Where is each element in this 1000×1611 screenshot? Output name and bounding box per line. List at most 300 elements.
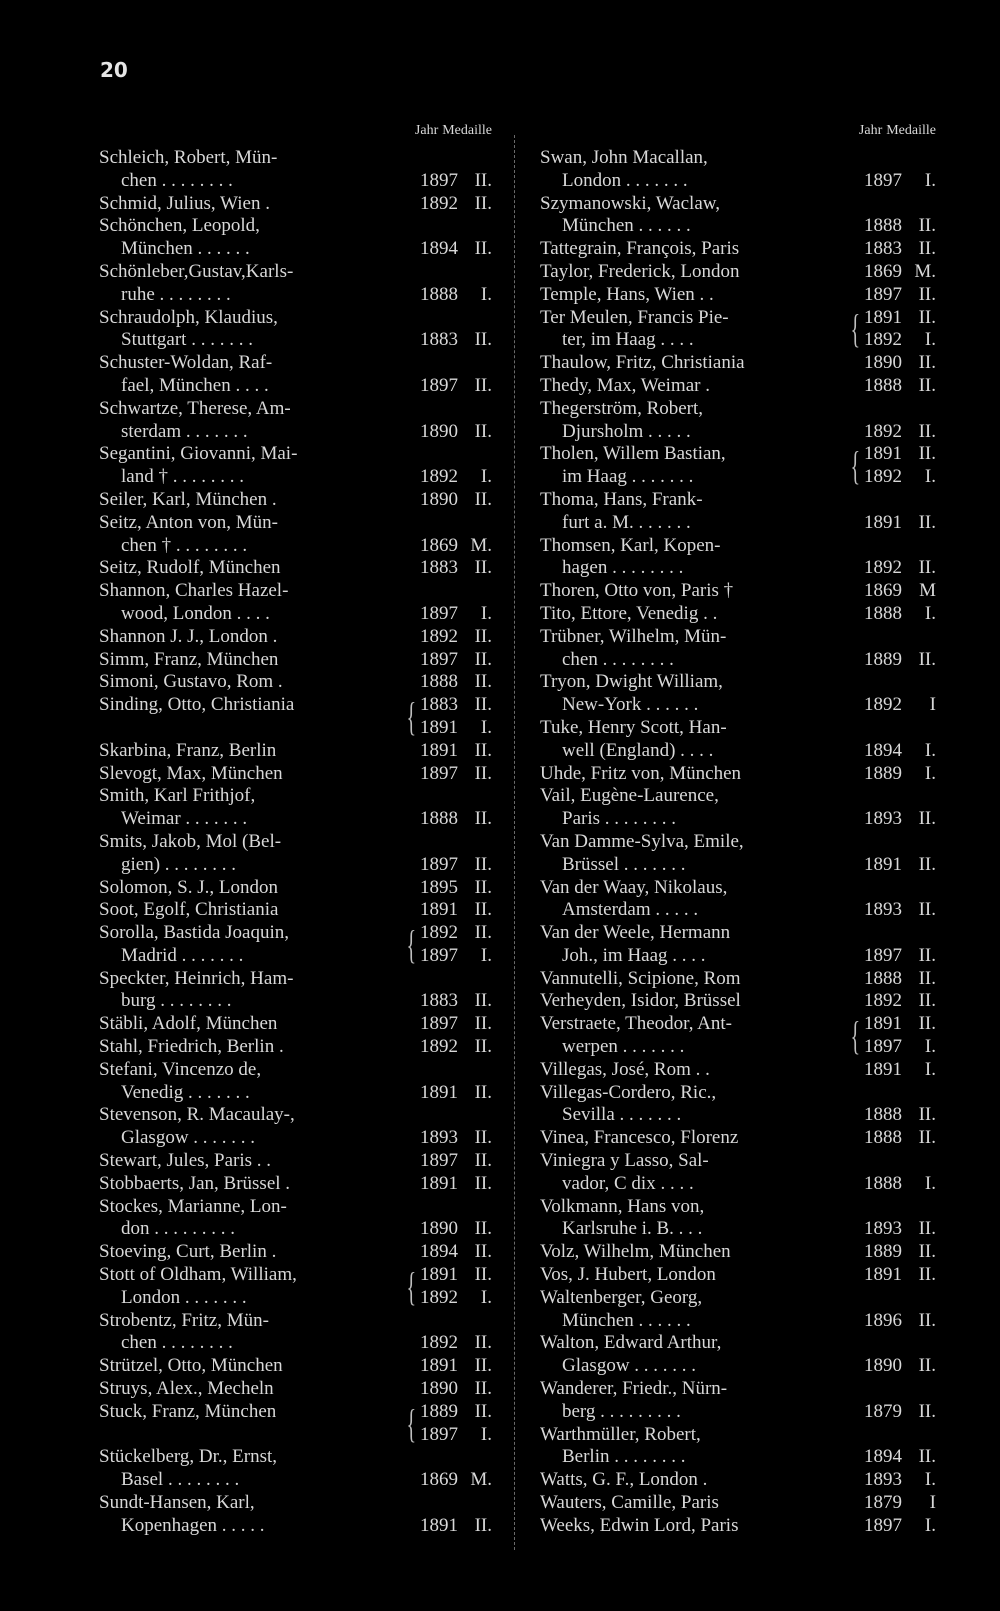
entry-line bbox=[540, 512, 938, 535]
medal-class: I. bbox=[480, 1423, 492, 1445]
header-medal: Medaille bbox=[886, 123, 936, 138]
medal-class: II. bbox=[474, 329, 492, 351]
artist-name: Soot, Egolf, Christiania bbox=[99, 899, 279, 921]
entry-line bbox=[99, 1059, 494, 1082]
directory-entry bbox=[540, 1082, 938, 1128]
medal-classes bbox=[458, 694, 494, 740]
medal-class: II. bbox=[474, 876, 492, 898]
artist-name: Wauters, Camille, Paris bbox=[540, 1492, 719, 1514]
directory-entry bbox=[540, 352, 938, 375]
artist-name: Trübner, Wilhelm, Mün- bbox=[540, 625, 727, 647]
medal-class: I. bbox=[924, 1036, 936, 1058]
entry-line bbox=[99, 489, 494, 512]
entry-line bbox=[540, 421, 938, 444]
artist-name-continued: chen . . . . . . . . bbox=[121, 169, 233, 191]
award-group bbox=[404, 1264, 494, 1310]
award-year: 1893 bbox=[864, 899, 902, 921]
award-year: 1894 bbox=[420, 1241, 458, 1263]
artist-name-continued: im Haag . . . . . . . bbox=[562, 466, 694, 488]
award-year: 1869 bbox=[420, 1469, 458, 1491]
entry-line bbox=[99, 763, 494, 786]
artist-name: Vos, J. Hubert, London bbox=[540, 1264, 716, 1286]
award-year: 1897 bbox=[864, 1036, 902, 1058]
award-year: 1897 bbox=[864, 944, 902, 966]
entry-line bbox=[540, 170, 938, 193]
entry-line bbox=[99, 1264, 404, 1287]
medal-class: I. bbox=[480, 602, 492, 624]
artist-name: Tuke, Henry Scott, Han- bbox=[540, 716, 727, 738]
award-year: 1892 bbox=[864, 557, 902, 579]
directory-entry bbox=[99, 1241, 494, 1264]
entry-line bbox=[540, 603, 938, 626]
medal-class: I. bbox=[480, 466, 492, 488]
entry-line bbox=[540, 1059, 938, 1082]
directory-entry bbox=[540, 922, 938, 968]
directory-entry bbox=[99, 740, 494, 763]
award-year: 1897 bbox=[420, 374, 458, 396]
medal-class: II. bbox=[918, 1104, 936, 1126]
entry-line bbox=[540, 1082, 938, 1105]
entry-line bbox=[99, 603, 494, 626]
entry-line bbox=[99, 307, 494, 330]
medal-class: II. bbox=[918, 1264, 936, 1286]
medal-class: II. bbox=[474, 1081, 492, 1103]
artist-name: Wanderer, Friedr., Nürn- bbox=[540, 1378, 728, 1400]
award-year: 1869 bbox=[864, 260, 902, 282]
artist-name: Verheyden, Isidor, Brüssel bbox=[540, 990, 741, 1012]
medal-class: II. bbox=[918, 1309, 936, 1331]
award-group bbox=[848, 1013, 938, 1059]
directory-entry bbox=[99, 1150, 494, 1173]
directory-entry bbox=[540, 261, 938, 284]
artist-name: Tholen, Willem Bastian, bbox=[540, 443, 726, 465]
medal-class: II. bbox=[474, 739, 492, 761]
award-year: 1888 bbox=[864, 215, 902, 237]
artist-name: Thoma, Hans, Frank- bbox=[540, 488, 703, 510]
medal-class: II. bbox=[918, 557, 936, 579]
entry-line bbox=[540, 1150, 938, 1173]
artist-name: Stäbli, Adolf, München bbox=[99, 1013, 278, 1035]
column-header bbox=[540, 115, 938, 147]
entry-line bbox=[540, 945, 938, 968]
award-year: 1883 bbox=[864, 238, 902, 260]
directory-entry bbox=[99, 443, 494, 489]
artist-name-continued: well (England) . . . . bbox=[562, 739, 714, 761]
directory-entry bbox=[540, 1515, 938, 1538]
medal-class: M bbox=[919, 580, 936, 602]
award-year: 1890 bbox=[864, 1355, 902, 1377]
artist-name-continued: München . . . . . . bbox=[562, 215, 691, 237]
artist-name-continued: Stuttgart . . . . . . . bbox=[121, 329, 253, 351]
award-year: 1892 bbox=[420, 625, 458, 647]
artist-name-continued: Glasgow . . . . . . . bbox=[121, 1127, 256, 1149]
medal-class: II. bbox=[474, 990, 492, 1012]
entry-names bbox=[99, 694, 404, 740]
artist-name-continued: gien) . . . . . . . . bbox=[121, 853, 237, 875]
artist-name: Shannon J. J., London . bbox=[99, 625, 278, 647]
entry-line bbox=[99, 717, 404, 740]
entry-line bbox=[99, 284, 494, 307]
entry-line bbox=[540, 147, 938, 170]
medal-class: II. bbox=[474, 1013, 492, 1035]
entry-line bbox=[540, 968, 938, 991]
entry-line bbox=[540, 1173, 938, 1196]
directory-entry bbox=[99, 831, 494, 877]
award-year: 1890 bbox=[420, 488, 458, 510]
artist-name-continued: chen † . . . . . . . . bbox=[121, 534, 248, 556]
brace-glyph: { bbox=[850, 306, 861, 352]
directory-entry bbox=[99, 1492, 494, 1538]
artist-name: Seitz, Anton von, Mün- bbox=[99, 511, 278, 533]
award-year: 1893 bbox=[864, 1469, 902, 1491]
entry-line bbox=[540, 877, 938, 900]
entry-line bbox=[540, 1310, 938, 1333]
entry-line bbox=[99, 443, 494, 466]
award-year: 1897 bbox=[864, 169, 902, 191]
directory-entry bbox=[99, 1059, 494, 1105]
medal-class: II. bbox=[918, 511, 936, 533]
directory-entry bbox=[99, 694, 494, 740]
entry-line bbox=[540, 1355, 938, 1378]
entry-line bbox=[99, 694, 494, 740]
award-year: 1891 bbox=[864, 443, 902, 465]
entry-line bbox=[540, 238, 938, 261]
artist-name-continued: London . . . . . . . bbox=[121, 1286, 247, 1308]
award-year: 1891 bbox=[420, 1514, 458, 1536]
artist-name: Vinea, Francesco, Florenz bbox=[540, 1127, 739, 1149]
entry-line bbox=[540, 1492, 938, 1515]
award-group bbox=[404, 1401, 494, 1447]
award-year: 1896 bbox=[864, 1309, 902, 1331]
award-years bbox=[414, 1264, 458, 1310]
artist-name: Solomon, S. J., London bbox=[99, 876, 278, 898]
medal-class: II. bbox=[474, 192, 492, 214]
entry-line bbox=[99, 649, 494, 672]
entry-line bbox=[540, 329, 848, 352]
medal-class: II. bbox=[918, 374, 936, 396]
entry-line bbox=[540, 785, 938, 808]
artist-name-continued: Berlin . . . . . . . . bbox=[562, 1446, 686, 1468]
award-years bbox=[414, 1401, 458, 1447]
award-group bbox=[848, 443, 938, 489]
brace-glyph: { bbox=[850, 1013, 861, 1059]
entry-line bbox=[99, 877, 494, 900]
entry-line bbox=[540, 398, 938, 421]
award-year: 1892 bbox=[864, 694, 902, 716]
artist-name-continued: Joh., im Haag . . . . bbox=[562, 944, 706, 966]
award-year: 1888 bbox=[864, 1127, 902, 1149]
medal-class: II. bbox=[918, 283, 936, 305]
artist-name: Stobbaerts, Jan, Brüssel . bbox=[99, 1172, 291, 1194]
medal-class: II. bbox=[474, 238, 492, 260]
directory-entry bbox=[540, 1127, 938, 1150]
directory-entry bbox=[540, 238, 938, 261]
artist-name: Sundt-Hansen, Karl, bbox=[99, 1492, 255, 1514]
entry-line bbox=[540, 193, 938, 216]
entry-line bbox=[99, 626, 494, 649]
artist-name: Stockes, Marianne, Lon- bbox=[99, 1195, 287, 1217]
entry-line bbox=[99, 1401, 404, 1424]
entry-line bbox=[99, 421, 494, 444]
medal-class: II. bbox=[918, 1355, 936, 1377]
artist-name-continued: ter, im Haag . . . . bbox=[562, 329, 694, 351]
entry-line bbox=[540, 1241, 938, 1264]
entry-line bbox=[540, 1378, 938, 1401]
entry-list bbox=[540, 147, 938, 1538]
artist-name: Schwartze, Therese, Am- bbox=[99, 397, 291, 419]
medal-class: II. bbox=[474, 1400, 492, 1422]
artist-name-continued: Paris . . . . . . . . bbox=[562, 808, 676, 830]
directory-entry bbox=[99, 1446, 494, 1492]
artist-name: Walton, Edward Arthur, bbox=[540, 1332, 722, 1354]
directory-entry bbox=[99, 489, 494, 512]
medal-class: II. bbox=[918, 1218, 936, 1240]
entry-line bbox=[99, 1310, 494, 1333]
artist-name: Stevenson, R. Macaulay-, bbox=[99, 1104, 295, 1126]
brace-glyph: { bbox=[406, 1263, 417, 1309]
artist-name: Watts, G. F., London . bbox=[540, 1469, 708, 1491]
entry-line bbox=[99, 1104, 494, 1127]
directory-entry bbox=[540, 147, 938, 193]
entry-line bbox=[540, 557, 938, 580]
directory-entry bbox=[99, 215, 494, 261]
award-year: 1883 bbox=[420, 694, 458, 716]
header-year: Jahr bbox=[858, 123, 883, 138]
entry-names bbox=[540, 443, 848, 489]
medal-class: I. bbox=[924, 169, 936, 191]
entry-line bbox=[99, 466, 494, 489]
entry-line bbox=[99, 1173, 494, 1196]
artist-name: Warthmüller, Robert, bbox=[540, 1423, 701, 1445]
entry-names bbox=[540, 1013, 848, 1059]
medal-classes bbox=[458, 1401, 494, 1447]
award-year: 1892 bbox=[420, 922, 458, 944]
award-year: 1892 bbox=[864, 990, 902, 1012]
entry-line bbox=[99, 1287, 404, 1310]
medal-class: I. bbox=[924, 762, 936, 784]
medal-class: II. bbox=[474, 648, 492, 670]
award-year: 1897 bbox=[420, 648, 458, 670]
artist-name: Tryon, Dwight William, bbox=[540, 671, 723, 693]
award-years bbox=[858, 307, 902, 353]
artist-name-continued: berg . . . . . . . . . bbox=[562, 1400, 681, 1422]
entry-line bbox=[540, 307, 848, 330]
directory-entry bbox=[99, 1013, 494, 1036]
artist-name: Thedy, Max, Weimar . bbox=[540, 374, 710, 396]
artist-name-continued: Sevilla . . . . . . . bbox=[562, 1104, 682, 1126]
brace-glyph: { bbox=[406, 921, 417, 967]
entry-line bbox=[540, 1013, 938, 1059]
medal-class: I. bbox=[480, 283, 492, 305]
directory-entry bbox=[540, 877, 938, 923]
award-year: 1893 bbox=[420, 1127, 458, 1149]
award-year: 1891 bbox=[420, 899, 458, 921]
artist-name: Smits, Jakob, Mol (Bel- bbox=[99, 830, 282, 852]
entry-list bbox=[99, 147, 494, 1538]
award-year: 1888 bbox=[420, 808, 458, 830]
medal-class: II. bbox=[474, 1036, 492, 1058]
medal-class: I. bbox=[480, 716, 492, 738]
entry-line bbox=[540, 215, 938, 238]
directory-entry bbox=[99, 398, 494, 444]
award-year: 1897 bbox=[420, 762, 458, 784]
directory-entry bbox=[540, 990, 938, 1013]
entry-line bbox=[99, 147, 494, 170]
entry-line bbox=[540, 808, 938, 831]
award-year: 1892 bbox=[864, 329, 902, 351]
artist-name-continued: Kopenhagen . . . . . bbox=[121, 1514, 265, 1536]
entry-line bbox=[99, 193, 494, 216]
page-number: 20 bbox=[100, 58, 128, 82]
entry-line bbox=[540, 1469, 938, 1492]
artist-name: Schönleber,Gustav,Karls- bbox=[99, 260, 294, 282]
medal-class: M. bbox=[470, 1469, 492, 1491]
entry-line bbox=[540, 1401, 938, 1424]
entry-line bbox=[99, 215, 494, 238]
directory-entry bbox=[99, 1355, 494, 1378]
artist-name: Schleich, Robert, Mün- bbox=[99, 147, 278, 168]
artist-name: Van der Weele, Hermann bbox=[540, 922, 731, 944]
award-year: 1893 bbox=[864, 808, 902, 830]
artist-name-continued: München . . . . . . bbox=[121, 238, 250, 260]
award-year: 1879 bbox=[864, 1400, 902, 1422]
directory-entry bbox=[540, 626, 938, 672]
artist-name: Volkmann, Hans von, bbox=[540, 1195, 705, 1217]
medal-class: M. bbox=[470, 534, 492, 556]
award-year: 1892 bbox=[420, 1286, 458, 1308]
entry-line bbox=[540, 1446, 938, 1469]
award-year: 1869 bbox=[864, 580, 902, 602]
medal-class: II. bbox=[918, 238, 936, 260]
artist-name: Stoeving, Curt, Berlin . bbox=[99, 1241, 277, 1263]
medal-classes bbox=[902, 1013, 938, 1059]
medal-class: I. bbox=[924, 1172, 936, 1194]
award-year: 1892 bbox=[420, 1036, 458, 1058]
directory-entry bbox=[540, 717, 938, 763]
medal-class: I. bbox=[924, 1469, 936, 1491]
award-year: 1892 bbox=[864, 420, 902, 442]
medal-class: II. bbox=[474, 169, 492, 191]
artist-name-continued: werpen . . . . . . . bbox=[562, 1036, 685, 1058]
entry-line bbox=[540, 1287, 938, 1310]
directory-entry bbox=[540, 1287, 938, 1333]
entry-line bbox=[99, 1378, 494, 1401]
medal-classes bbox=[902, 307, 938, 353]
directory-entry bbox=[540, 1241, 938, 1264]
entry-line bbox=[540, 626, 938, 649]
artist-name-continued: chen . . . . . . . . bbox=[121, 1332, 233, 1354]
directory-entry bbox=[99, 877, 494, 900]
artist-name: Stewart, Jules, Paris . . bbox=[99, 1150, 272, 1172]
brace-glyph: { bbox=[850, 443, 861, 489]
medal-class: II. bbox=[474, 671, 492, 693]
medal-class: II. bbox=[918, 967, 936, 989]
award-year: 1892 bbox=[420, 192, 458, 214]
entry-line bbox=[99, 238, 494, 261]
artist-name: Stefani, Vincenzo de, bbox=[99, 1058, 262, 1080]
medal-class: I. bbox=[924, 466, 936, 488]
medal-class: I. bbox=[924, 329, 936, 351]
directory-entry bbox=[540, 489, 938, 535]
award-years bbox=[414, 922, 458, 968]
entry-line bbox=[99, 1196, 494, 1219]
artist-name: Strobentz, Fritz, Mün- bbox=[99, 1309, 269, 1331]
entry-line bbox=[540, 990, 938, 1013]
entry-line bbox=[540, 1127, 938, 1150]
brace-glyph: { bbox=[406, 1400, 417, 1446]
entry-line bbox=[99, 945, 404, 968]
medal-class: II. bbox=[918, 215, 936, 237]
artist-name-continued: fael, München . . . . bbox=[121, 374, 269, 396]
directory-entry bbox=[540, 1424, 938, 1470]
medal-class: II. bbox=[474, 1241, 492, 1263]
entry-line bbox=[99, 535, 494, 558]
medal-class: II. bbox=[474, 1172, 492, 1194]
artist-name: Viniegra y Lasso, Sal- bbox=[540, 1150, 709, 1172]
directory-entry bbox=[99, 968, 494, 1014]
directory-entry bbox=[540, 1196, 938, 1242]
award-year: 1897 bbox=[420, 1423, 458, 1445]
medal-class: I. bbox=[480, 944, 492, 966]
award-year: 1890 bbox=[420, 1378, 458, 1400]
award-year: 1897 bbox=[864, 283, 902, 305]
medal-classes bbox=[902, 443, 938, 489]
artist-name-continued: München . . . . . . bbox=[562, 1309, 691, 1331]
entry-line bbox=[99, 922, 404, 945]
award-year: 1891 bbox=[864, 853, 902, 875]
artist-name: Vannutelli, Scipione, Rom bbox=[540, 967, 741, 989]
entry-line bbox=[99, 671, 494, 694]
artist-name: Segantini, Giovanni, Mai- bbox=[99, 443, 298, 465]
medal-class: II. bbox=[474, 488, 492, 510]
entry-line bbox=[99, 1150, 494, 1173]
entry-line bbox=[540, 375, 938, 398]
medal-class: II. bbox=[918, 990, 936, 1012]
entry-line bbox=[99, 1036, 494, 1059]
award-year: 1895 bbox=[420, 876, 458, 898]
medal-class: II. bbox=[474, 1264, 492, 1286]
artist-name: Verstraete, Theodor, Ant- bbox=[540, 1013, 732, 1035]
medal-class: II. bbox=[918, 420, 936, 442]
entry-line bbox=[99, 1401, 494, 1447]
directory-entry bbox=[540, 785, 938, 831]
award-years bbox=[858, 1013, 902, 1059]
medal-class: II. bbox=[474, 853, 492, 875]
directory-entry bbox=[540, 443, 938, 489]
entry-line bbox=[99, 785, 494, 808]
award-year: 1897 bbox=[864, 1514, 902, 1536]
column-header bbox=[99, 115, 494, 147]
medal-class: I bbox=[929, 1492, 936, 1514]
artist-name-continued: Weimar . . . . . . . bbox=[121, 808, 248, 830]
entry-line bbox=[99, 740, 494, 763]
entry-line bbox=[99, 1355, 494, 1378]
entry-line bbox=[99, 694, 404, 717]
medal-class: II. bbox=[474, 762, 492, 784]
entry-line bbox=[99, 1013, 494, 1036]
directory-entry bbox=[540, 535, 938, 581]
medal-class: II. bbox=[918, 899, 936, 921]
artist-name-continued: land † . . . . . . . . bbox=[121, 466, 244, 488]
artist-name: Vail, Eugène-Laurence, bbox=[540, 785, 719, 807]
entry-line bbox=[99, 1082, 494, 1105]
entry-line bbox=[99, 1446, 494, 1469]
header-year: Jahr bbox=[414, 123, 439, 138]
award-year: 1891 bbox=[864, 1013, 902, 1035]
entry-line bbox=[540, 717, 938, 740]
award-year: 1891 bbox=[864, 511, 902, 533]
artist-name: Temple, Hans, Wien . . bbox=[540, 283, 714, 305]
